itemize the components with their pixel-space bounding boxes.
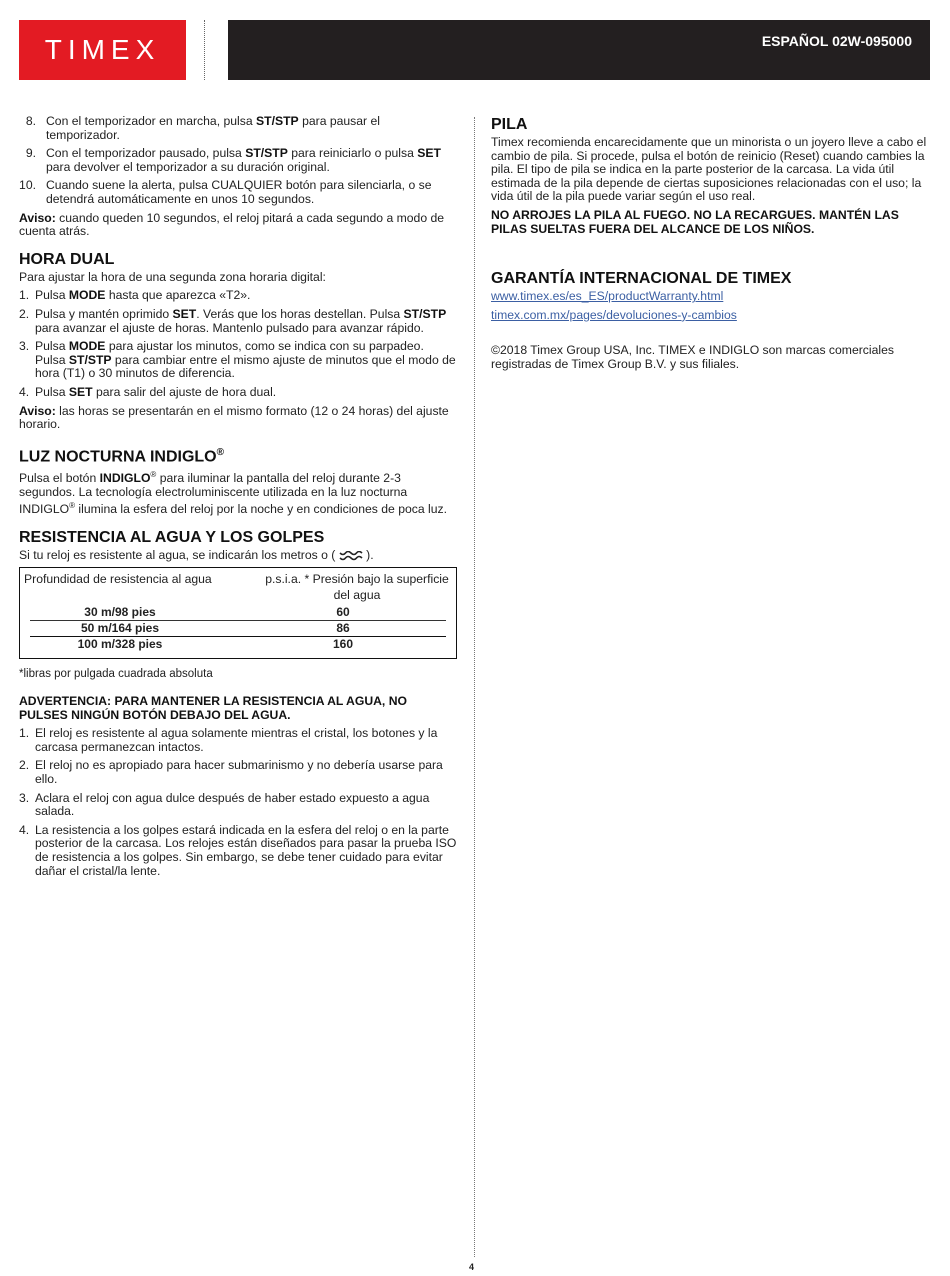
- section-title-dual-time: HORA DUAL: [19, 250, 115, 268]
- list-item: 10. Cuando suene la alerta, pulsa CUALQUIER botón para silenciarla, o se detendrá automáticamente en unos 10 segundos.: [19, 178, 432, 206]
- document-code: ESPAÑOL 02W-095000: [761, 33, 912, 49]
- list-item: 9. Con el temporizador pausado, pulsa ST/STP para reiniciarlo o pulsa SET para devolver el temporizador a su duración original.: [25, 146, 441, 174]
- list-item: 4. La resistencia a los golpes estará indicada en la esfera del reloj o en la parte posterior de la carcasa. Los relojes están diseñados para pasar la prueba ISO de resistencia a los golpes. Sin embargo, se debe tener cuidado para evitar dañar el cristal/la lente.: [19, 822, 457, 878]
- battery-text: Timex recomienda encarecidamente que un minorista o un joyero lleve a cabo el cambio de pila. Si procede, pulsa el botón de reinicio (Reset) cuando cambies la pila. El tipo de pila se indica en la parte posterior de la carcasa. La vida útil estimada de la pila depende de ciertas suposiciones relacionadas con el uso; la vida útil de la pila puede variar según el uso real.: [491, 135, 927, 204]
- dual-time-notice: Aviso: las horas se presentarán en el mismo formato (12 o 24 horas) del ajuste horario.: [19, 403, 449, 432]
- brand-name: TIMEX: [44, 34, 161, 65]
- right-column: [491, 115, 930, 377]
- copyright-text: ©2018 Timex Group USA, Inc. TIMEX e INDIGLO son marcas comerciales registradas de Timex Group B.V. y sus filiales.: [491, 343, 894, 371]
- timex-logo: [19, 20, 186, 80]
- table-header-psia: p.s.i.a. * Presión bajo la superficie del agua: [265, 571, 449, 602]
- indiglo-text: Pulsa el botón INDIGLO® para iluminar la pantalla del reloj durante 2-3 segundos. La tecnología electroluminiscente utilizada en la luz nocturna INDIGLO® ilumina la esfera del reloj por la noche y en condiciones de poca luz.: [19, 470, 447, 517]
- section-title-warranty: GARANTÍA INTERNACIONAL DE TIMEX: [491, 270, 792, 288]
- timer-steps: [19, 115, 457, 207]
- list-item: 1. Pulsa MODE hasta que aparezca «T2».: [19, 288, 251, 303]
- warranty-link-mx[interactable]: timex.com.mx/pages/devoluciones-y-cambios: [491, 307, 737, 322]
- table-row: 100 m/328 pies 160: [77, 636, 354, 651]
- water-items: [19, 727, 457, 878]
- section-title-water-resistance: RESISTENCIA AL AGUA Y LOS GOLPES: [19, 528, 325, 546]
- timer-notice: Aviso: cuando queden 10 segundos, el reloj pitará a cada segundo a modo de cuenta atrás.: [19, 210, 445, 239]
- list-item: 3. Aclara el reloj con agua dulce después de haber estado expuesto a agua salada.: [19, 790, 430, 819]
- dual-time-intro: Para ajustar la hora de una segunda zona horaria digital:: [19, 269, 326, 284]
- dual-time-steps: [19, 289, 457, 399]
- header-banner: [228, 20, 930, 80]
- table-footnote: *libras por pulgada cuadrada absoluta: [19, 667, 213, 680]
- battery-warning: NO ARROJES LA PILA AL FUEGO. NO LA RECARGUES. MANTÉN LAS PILAS SUELTAS FUERA DEL ALCANCE DE LOS NIÑOS.: [491, 207, 899, 236]
- warranty-link-es[interactable]: www.timex.es/es_ES/productWarranty.html: [491, 289, 724, 304]
- table-header-depth: Profundidad de resistencia al agua: [24, 571, 212, 586]
- page-number: 4: [469, 1262, 475, 1272]
- water-resistance-table: [19, 567, 457, 659]
- left-column: [19, 115, 457, 883]
- water-intro: Si tu reloj es resistente al agua, se indicarán los metros o ( ).: [19, 547, 374, 562]
- list-item: 4. Pulsa SET para salir del ajuste de hora dual.: [19, 384, 277, 399]
- header-divider: [204, 20, 205, 80]
- water-warning: ADVERTENCIA: PARA MANTENER LA RESISTENCIA AL AGUA, NO PULSES NINGÚN BOTÓN DEBAJO DEL AGUA.: [19, 694, 407, 722]
- list-item: 2. El reloj no es apropiado para hacer submarinismo y no debería usarse para ello.: [19, 758, 443, 787]
- table-header: [20, 568, 456, 603]
- table-row: 50 m/164 pies 86: [30, 621, 446, 637]
- list-item: 1. El reloj es resistente al agua solamente mientras el cristal, los botones y la carcasa permanezcan intactos.: [19, 726, 438, 754]
- list-item: 8. Con el temporizador en marcha, pulsa ST/STP para pausar el temporizador.: [25, 114, 380, 142]
- list-item: 3. Pulsa MODE para ajustar los minutos, como se indica con su parpadeo. Pulsa ST/STP para cambiar entre el mismo ajuste de minutos que el modo de hora (T1) o 30 minutos de diferencia.: [19, 339, 456, 381]
- list-item: 2. Pulsa y mantén oprimido SET. Verás que los horas destellan. Pulsa ST/STP para avanzar el ajuste de horas. Mantenlo pulsado para avanzar rápido.: [19, 306, 447, 335]
- column-divider: [474, 117, 475, 1257]
- water-waves-icon: [339, 551, 363, 561]
- table-row: 30 m/98 pies 60: [30, 605, 446, 621]
- section-title-battery: PILA: [491, 116, 528, 133]
- section-title-indiglo: LUZ NOCTURNA INDIGLO®: [19, 446, 224, 466]
